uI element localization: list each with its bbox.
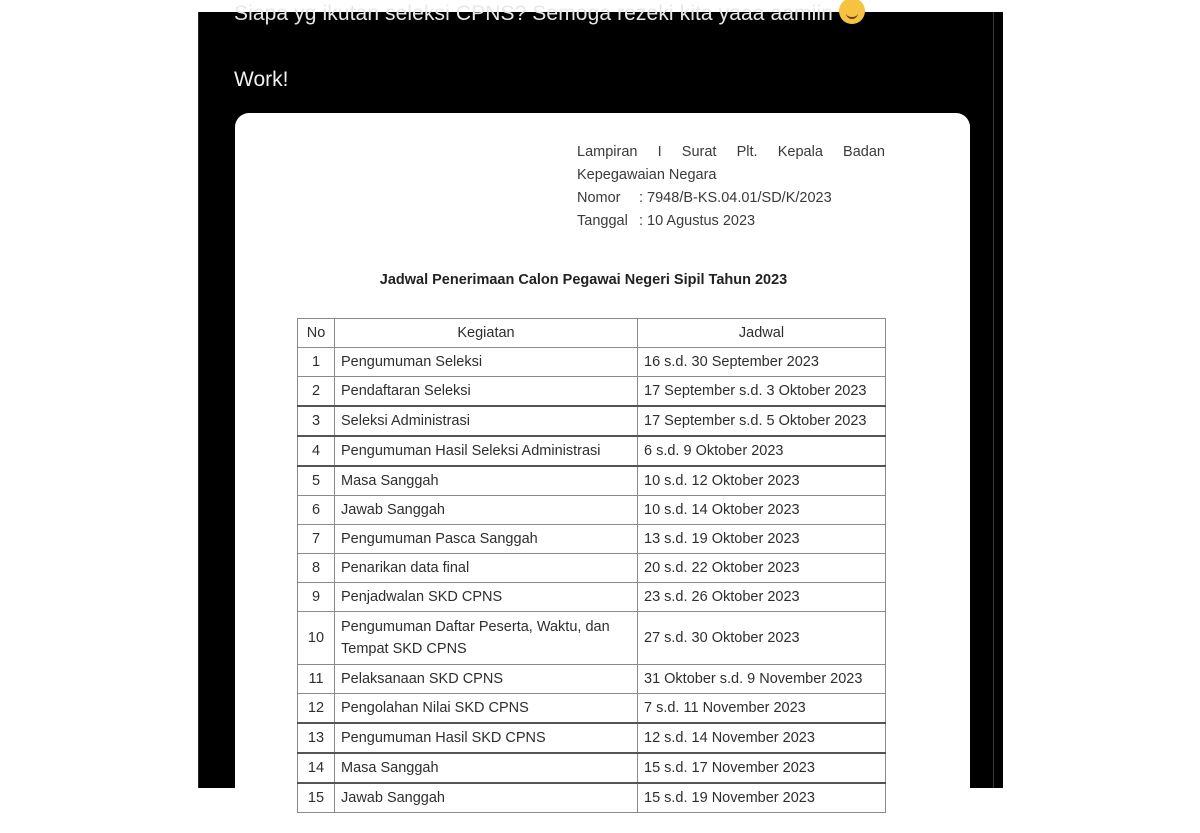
table-row <box>298 554 886 583</box>
post-text: Siapa yg ikutan seleksi CPNS? Semoga rezeki kita yaaa aamiin <box>234 2 833 25</box>
table-row <box>298 466 886 496</box>
cell-jadwal: 15 s.d. 17 November 2023 <box>638 753 886 783</box>
table-row <box>298 665 886 694</box>
cell-kegiatan: Pengumuman Seleksi <box>335 348 638 377</box>
cell-no: 13 <box>298 723 335 753</box>
document-title-wrap <box>235 272 970 288</box>
post-text-line2: Work! <box>234 68 289 91</box>
cell-no: 9 <box>298 583 335 612</box>
table-row <box>298 583 886 612</box>
smiling-face-emoji-icon <box>839 0 865 24</box>
cell-no: 11 <box>298 665 335 694</box>
table-row <box>298 783 886 813</box>
cell-no: 5 <box>298 466 335 496</box>
cell-kegiatan: Pendaftaran Seleksi <box>335 377 638 407</box>
cell-no: 2 <box>298 377 335 407</box>
cell-kegiatan: Pengolahan Nilai SKD CPNS <box>335 694 638 724</box>
post-panel <box>198 2 1003 806</box>
table-row <box>298 406 886 436</box>
cell-jadwal: 10 s.d. 14 Oktober 2023 <box>638 496 886 525</box>
cell-kegiatan: Pengumuman Hasil SKD CPNS <box>335 723 638 753</box>
cell-kegiatan: Jawab Sanggah <box>335 783 638 813</box>
cell-jadwal: 6 s.d. 9 Oktober 2023 <box>638 436 886 466</box>
post-text-line1 <box>234 0 865 26</box>
table-row <box>298 525 886 554</box>
cell-kegiatan: Penjadwalan SKD CPNS <box>335 583 638 612</box>
document-header <box>577 141 885 233</box>
header-line2: Kepegawaian Negara <box>577 167 717 183</box>
cell-no: 12 <box>298 694 335 724</box>
nomor-label: Nomor <box>577 190 621 206</box>
table-row <box>298 496 886 525</box>
header-line1 <box>577 141 885 164</box>
cell-jadwal: 10 s.d. 12 Oktober 2023 <box>638 466 886 496</box>
cell-kegiatan: Pengumuman Hasil Seleksi Administrasi <box>335 436 638 466</box>
tanggal-value: : 10 Agustus 2023 <box>639 213 756 229</box>
cell-jadwal: 12 s.d. 14 November 2023 <box>638 723 886 753</box>
cell-jadwal: 15 s.d. 19 November 2023 <box>638 783 886 813</box>
table-header-row <box>298 319 886 348</box>
header-word: I <box>657 144 662 160</box>
header-word: Plt. <box>736 144 758 160</box>
attached-document-image[interactable] <box>235 113 970 833</box>
nomor-line <box>577 187 885 210</box>
tanggal-line <box>577 210 885 233</box>
cell-jadwal: 27 s.d. 30 Oktober 2023 <box>638 612 886 665</box>
table-row <box>298 612 886 665</box>
cell-no: 10 <box>298 612 335 665</box>
table-row <box>298 348 886 377</box>
cell-no: 1 <box>298 348 335 377</box>
header-jadwal: Jadwal <box>638 319 886 348</box>
header-word: Kepala <box>777 144 823 160</box>
cell-no: 14 <box>298 753 335 783</box>
header-word: Badan <box>843 144 885 160</box>
document-title: Jadwal Penerimaan Calon Pegawai Negeri Sipil Tahun 2023 <box>379 272 788 288</box>
nomor-value: : 7948/B-KS.04.01/SD/K/2023 <box>639 190 832 206</box>
cell-no: 6 <box>298 496 335 525</box>
schedule-table <box>297 318 886 813</box>
header-word: Surat <box>681 144 717 160</box>
cell-kegiatan: Pengumuman Pasca Sanggah <box>335 525 638 554</box>
table-row <box>298 753 886 783</box>
cell-kegiatan: Penarikan data final <box>335 554 638 583</box>
cell-jadwal: 16 s.d. 30 September 2023 <box>638 348 886 377</box>
header-word: Lampiran <box>577 144 638 160</box>
cell-jadwal: 7 s.d. 11 November 2023 <box>638 694 886 724</box>
table-row <box>298 723 886 753</box>
cell-kegiatan: Pelaksanaan SKD CPNS <box>335 665 638 694</box>
cell-kegiatan: Pengumuman Daftar Peserta, Waktu, dan Tempat SKD CPNS <box>335 612 638 665</box>
cell-kegiatan: Seleksi Administrasi <box>335 406 638 436</box>
table-row <box>298 694 886 724</box>
table-row <box>298 436 886 466</box>
cell-no: 8 <box>298 554 335 583</box>
cell-no: 4 <box>298 436 335 466</box>
tanggal-label: Tanggal <box>577 213 628 229</box>
cell-kegiatan: Masa Sanggah <box>335 753 638 783</box>
cell-kegiatan: Masa Sanggah <box>335 466 638 496</box>
panel-divider <box>993 12 994 788</box>
cell-no: 7 <box>298 525 335 554</box>
header-no: No <box>298 319 335 348</box>
header-kegiatan: Kegiatan <box>335 319 638 348</box>
cell-jadwal: 13 s.d. 19 Oktober 2023 <box>638 525 886 554</box>
cell-jadwal: 17 September s.d. 3 Oktober 2023 <box>638 377 886 407</box>
cell-no: 15 <box>298 783 335 813</box>
table-row <box>298 377 886 407</box>
cell-jadwal: 20 s.d. 22 Oktober 2023 <box>638 554 886 583</box>
cell-kegiatan: Jawab Sanggah <box>335 496 638 525</box>
cell-jadwal: 23 s.d. 26 Oktober 2023 <box>638 583 886 612</box>
cell-jadwal: 17 September s.d. 5 Oktober 2023 <box>638 406 886 436</box>
cell-jadwal: 31 Oktober s.d. 9 November 2023 <box>638 665 886 694</box>
cell-no: 3 <box>298 406 335 436</box>
